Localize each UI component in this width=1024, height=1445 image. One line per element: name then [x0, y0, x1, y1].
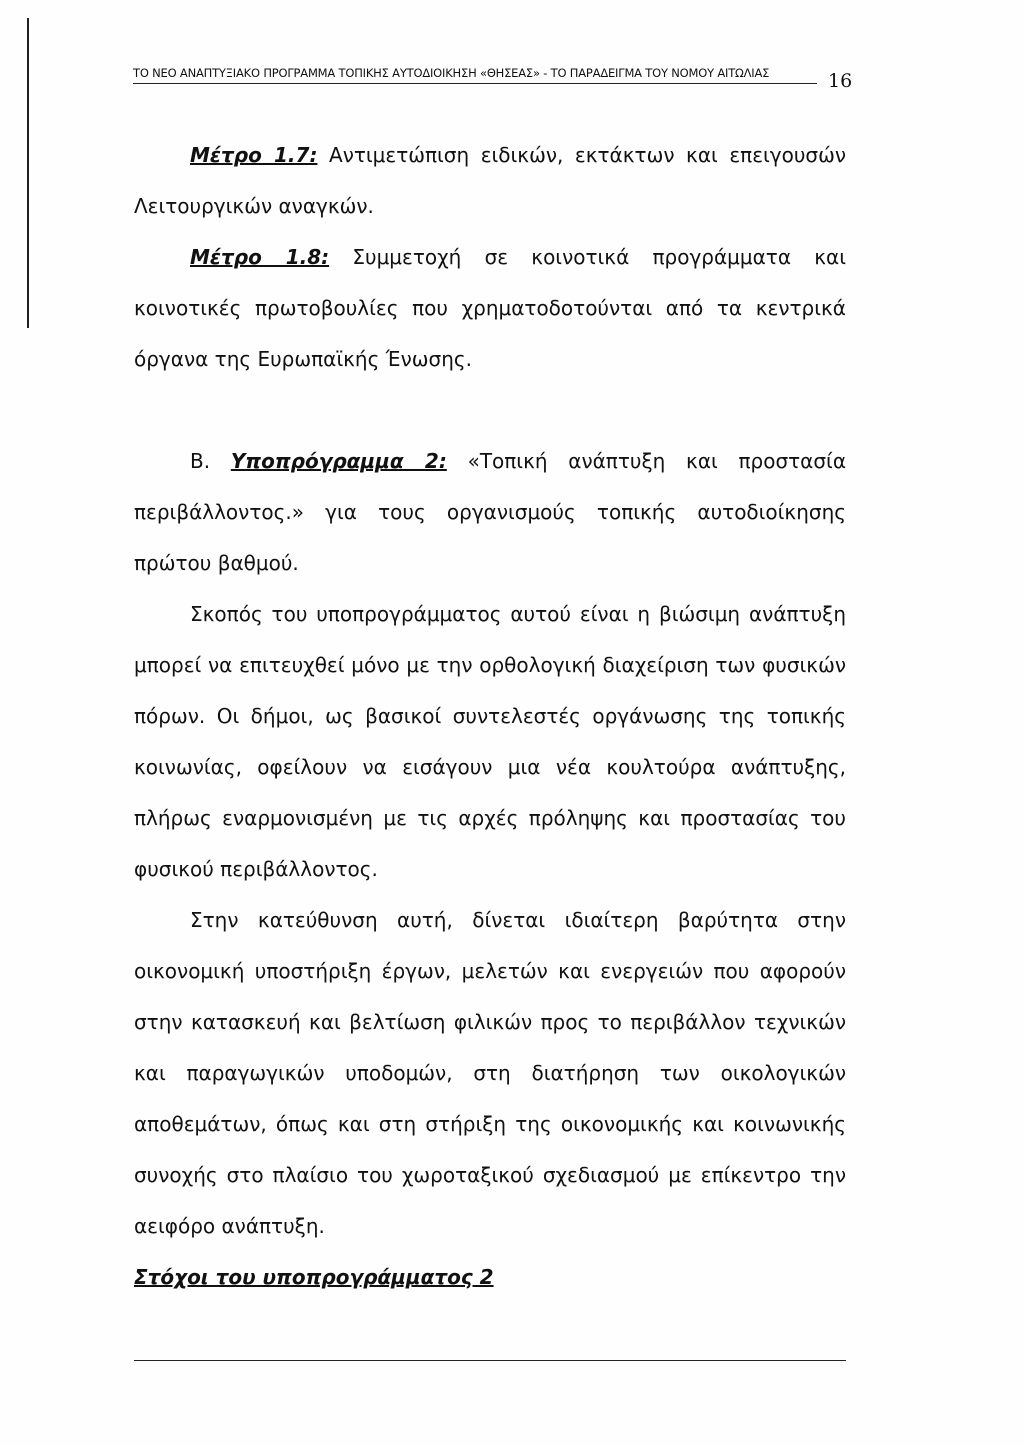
paragraph: Στην κατεύθυνση αυτή, δίνεται ιδιαίτερη βαρύτητα στην οικονομική υποστήριξη έργων, μελετών και ενεργειών που αφορούν στην κατασκευή και βελτίωση φιλικών προς το περιβάλλον τεχνικών και παραγωγικών υποδομών, στη διατήρηση των οικολογικών αποθεμάτων, όπως και στη στήριξη της οικονομικής και κοινωνικής συνοχής στο πλαίσιο του χωροταξικού σχεδιασμού με επίκεντρο την αειφόρο ανάπτυξη.	[134, 908, 846, 1238]
measure-label: Μέτρο 1.8:	[190, 245, 330, 269]
measure-label: Μέτρο 1.7:	[190, 143, 318, 167]
subprogram-prefix: Β.	[190, 449, 211, 473]
spacer	[134, 385, 846, 436]
running-header	[133, 66, 817, 84]
goals-heading	[134, 1252, 846, 1303]
measure-1-7	[134, 130, 846, 232]
header-title: ΤΟ ΝΕΟ ΑΝΑΠΤΥΞΙΑΚΟ ΠΡΟΓΡΑΜΜΑ ΤΟΠΙΚΗΣ ΑΥΤΟΔΙΟΙΚΗΣΗ «ΘΗΣΕΑΣ» - ΤΟ ΠΑΡΑΔΕΙΓΜΑ ΤΟΥ ΝΟΜΟΥ ΑΙΤΩΛΙΑΣ	[133, 66, 770, 80]
document-body	[134, 130, 846, 1303]
footnote-rule	[134, 1360, 846, 1361]
measure-text: Αντιμετώπιση ειδικών, εκτάκτων και επειγουσών Λειτουργικών αναγκών.	[134, 143, 847, 218]
measure-text: Συμμετοχή σε κοινοτικά προγράμματα και κοινοτικές πρωτοβουλίες που χρηματοδοτούνται από τα κεντρικά όργανα της Ευρωπαϊκής Ένωσης.	[134, 245, 847, 371]
subprogram-label: Υποπρόγραμμα 2:	[230, 449, 447, 473]
page-number: 16	[828, 70, 853, 92]
subprogram-text: «Τοπική ανάπτυξη και προστασία περιβάλλοντος.» για τους οργανισμούς τοπικής αυτοδιοίκησης πρώτου βαθμού.	[134, 449, 846, 575]
subprogram-heading	[134, 436, 846, 589]
scan-edge-line	[27, 18, 29, 328]
measure-1-8	[134, 232, 846, 385]
paragraph: Σκοπός του υποπρογράμματος αυτού είναι η βιώσιμη ανάπτυξη μπορεί να επιτευχθεί μόνο με την ορθολογική διαχείριση των φυσικών πόρων. Οι δήμοι, ως βασικοί συντελεστές οργάνωσης της τοπικής κοινωνίας, οφείλουν να εισάγουν μια νέα κουλτούρα ανάπτυξης, πλήρως εναρμονισμένη με τις αρχές πρόληψης και προστασίας του φυσικού περιβάλλοντος.	[134, 602, 846, 881]
goals-heading-text: Στόχοι του υποπρογράμματος 2	[134, 1265, 494, 1289]
